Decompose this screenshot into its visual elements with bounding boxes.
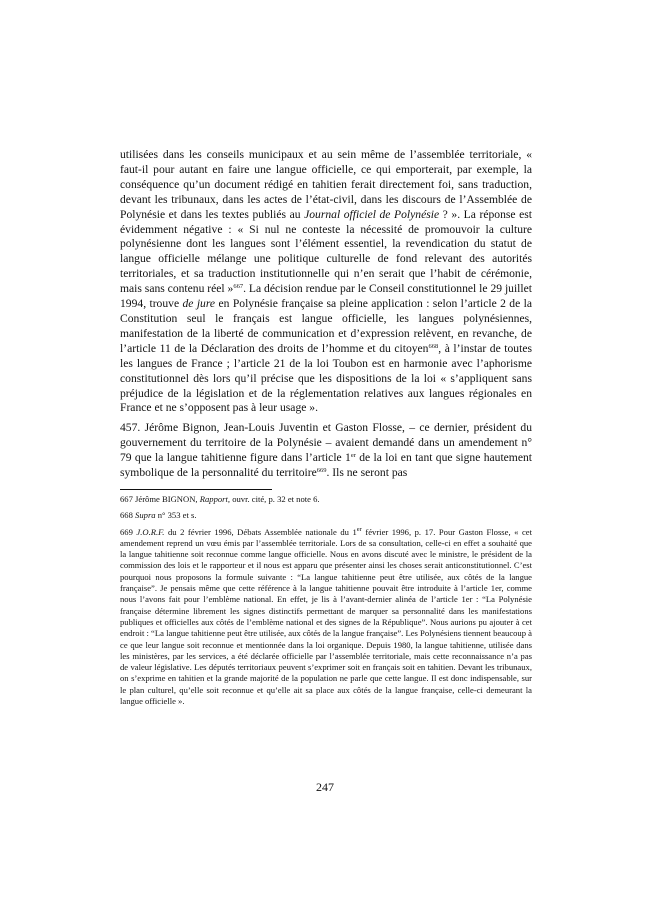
text-run: . La décision rendue par le Conseil constitutionnel le 29 juillet 1994, trouve	[120, 282, 532, 311]
footnote-667	[120, 494, 532, 505]
text-run: utilisées dans les conseils municipaux et au sein même de l’assemblée territoriale, « faut-il pour autant en faire une langue officielle, ce qui emporterait, par exemple, la conséquence qu’un document rédigé en tahitien ferait directement foi, sans traduction, devant les tribunaux, dans les actes de l’état-civil, dans les discours de l’Assemblée de Polynésie et dans les textes publiés au	[120, 148, 532, 221]
footnote-number: 669	[120, 526, 133, 537]
main-text	[120, 148, 532, 481]
text-run: ? ». La réponse est évidemment négative : « Si nul ne conteste la nécessité de promouvoir la culture polynésienne dont les langues sont l’élément essentiel, la revendication du statut de langue officielle mélange une politique culturelle de fond relevant des autorités territoriales, et sa traduction institutionnelle qui n’en serait que l’habit de cérémonie, mais sans contenu réel »	[120, 207, 532, 296]
paragraph-continued	[120, 148, 532, 416]
footnote-separator	[120, 489, 272, 490]
page-number: 247	[316, 780, 334, 794]
text-run: . Ils ne seront pas	[326, 466, 408, 480]
footnotes	[120, 494, 532, 712]
text-run: du 2 février 1996, Débats Assemblée nationale du 1	[164, 526, 357, 537]
italic-run: Journal officiel de Polynésie	[304, 207, 440, 221]
footnote-number: 668	[120, 510, 133, 521]
italic-run: J.O.R.F.	[136, 526, 165, 537]
text-run: 457. Jérôme Bignon, Jean-Louis Juventin et Gaston Flosse, – ce dernier, président du gouvernement du territoire de la Polynésie – avaient demandé dans un amendement n° 79 que la langue tahitienne figure dans l’article 1	[120, 421, 532, 465]
italic-run: Supra	[135, 510, 156, 521]
text-run: en Polynésie française sa pleine application : selon l’article 2 de la Constitution seul le français est langue officielle, les langues polynésiennes, manifestation de la liberté de communication et d’expression relèvent, en revanche, de l’article 11 de la Déclaration des droits de l’homme et du citoyen	[120, 297, 533, 355]
text-run: , ouvr. cité, p. 32 et note 6.	[227, 494, 320, 504]
superscript: er	[350, 452, 356, 460]
paragraph-457	[120, 421, 532, 481]
footnote-number: 667	[120, 494, 133, 504]
text-run: Jérôme BIGNON,	[132, 494, 200, 504]
footnote-ref-668[interactable]: 668	[428, 342, 439, 350]
italic-run: de jure	[182, 297, 216, 311]
footnote-ref-667[interactable]: 667	[233, 283, 244, 291]
footnote-668	[120, 510, 532, 521]
text-run: n° 353 et s.	[155, 510, 197, 521]
footnote-669	[120, 527, 532, 708]
footnote-ref-669[interactable]: 669	[316, 467, 327, 475]
italic-run: Rapport	[199, 494, 228, 504]
text-run: , à l’instar de toutes les langues de France ; l’article 21 de la loi Toubon est en harmonie avec l’aphorisme constitutionnel dès lors qu’il précise que les dispositions de la loi « s’appliquent sans préjudice de la législation et de la réglementation relatives aux langues régionales en France et ne s’opposent pas à leur usage ».	[120, 341, 532, 415]
text-run: février 1996, p. 17. Pour Gaston Flosse, « cet amendement reprend un vœu émis par l’assemblée territoriale. Lors de sa consultation, celle-ci en effet a souhaité que la langue tahitienne soit reconnue comme langue officielle. Nous en avons discuté avec le ministre, le président de la commission des lois et le rapporteur et il nous est apparu que présenter ainsi les choses serait anticonstitutionnel. C’est pourquoi nous proposons la formule suivante : “La langue tahitienne peut être utilisée, aux côtés de la langue française”. Je pensais même que cette référence à la langue tahitienne pouvait être introduite à l’article 1er, comme nous l’avons fait pour l’emblème national. En effet, je lis à l’avant-dernier alinéa de l’article 1er : “La Polynésie française détermine librement les signes distinctifs permettant de marquer sa personnalité dans les manifestations publiques et officielles aux côtés de l’emblème national et des signes de la République”. Nous aurions pu ajouter à cet endroit : “La langue tahitienne peut être utilisée, aux côtés de la langue française”. Les Polynésiens tiennent beaucoup à ce que leur langue soit reconnue et mentionnée dans la loi organique. Depuis 1980, la langue tahitienne, utilisée dans les ministères, par les services, a été déclarée officielle par l’assemblée territoriale, mais cette reconnaissance n’a pas de valeur législative. Les députés territoriaux peuvent s’exprimer soit en français soit en tahitien. Devant les tribunaux, on s’exprime en tahitien et la grande majorité de la population ne parle que cette langue. Il est donc indispensable, sur le plan culturel, qu’elle soit reconnue et qu’elle ait sa place aux côtés de la langue française, celle-ci demeurant la langue officielle ».	[120, 526, 532, 707]
superscript: er	[356, 525, 362, 533]
text-run: de la loi en tant que signe hautement symbolique de la personnalité du territoire	[120, 451, 532, 480]
